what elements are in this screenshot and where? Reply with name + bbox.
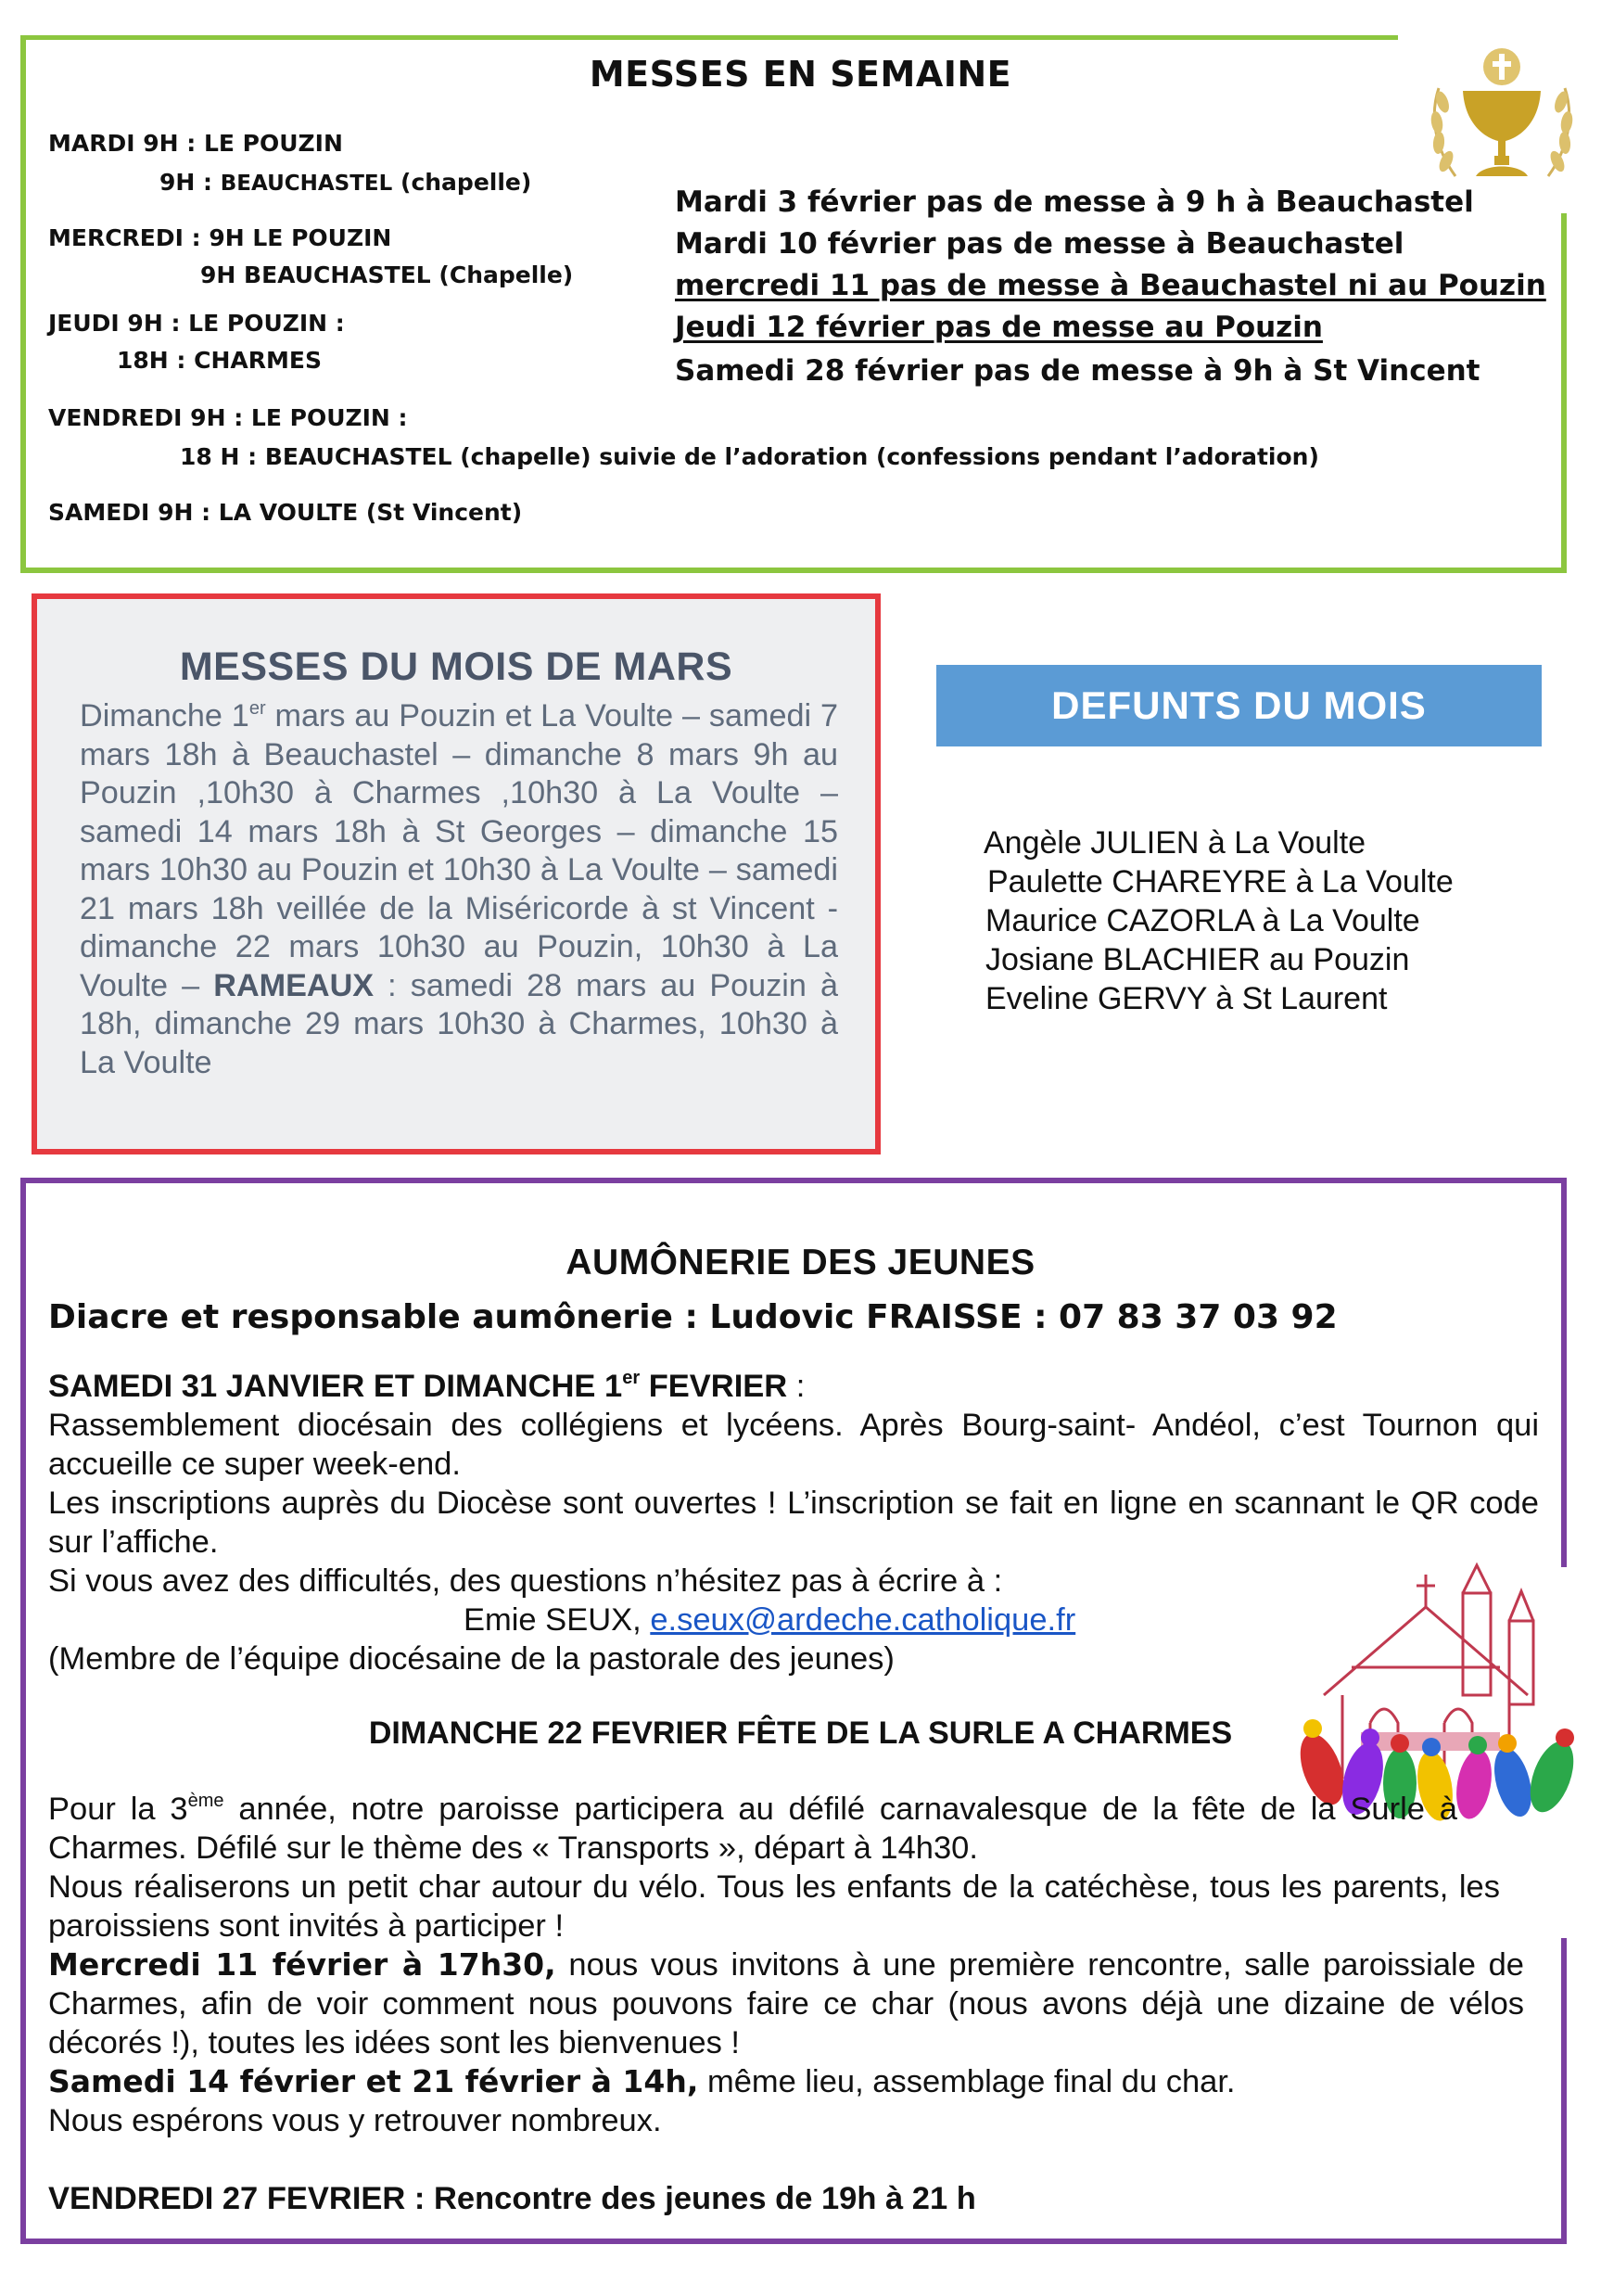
note-1: Mardi 3 février pas de messe à 9 h à Beauchastel — [675, 185, 1474, 219]
deceased-title: DEFUNTS DU MOIS — [936, 665, 1542, 746]
event2-paragraph: Nous espérons vous y retrouver nombreux. — [48, 2103, 662, 2138]
event1-contact — [464, 1601, 1075, 1639]
event1-heading-2: FEVRIER — [640, 1369, 788, 1404]
schedule-tuesday-2-chapel: (chapelle) — [400, 169, 532, 196]
weekday-masses-box — [20, 35, 1567, 573]
event1-heading — [48, 1367, 1539, 1406]
note-2: Mardi 10 février pas de messe à Beauchastel — [675, 227, 1404, 261]
schedule-thursday: JEUDI 9H : LE POUZIN : — [48, 310, 345, 337]
event1-heading-sup: er — [622, 1368, 641, 1388]
schedule-tuesday-2 — [159, 169, 531, 196]
event1-paragraph: Les inscriptions auprès du Diocèse sont ouvertes ! L’inscription se fait en ligne en scannant le QR code sur l’affiche. — [48, 1486, 1539, 1560]
event2-p3-bold: Mercredi 11 février à 17h30, — [48, 1946, 556, 1983]
event2-heading: DIMANCHE 22 FEVRIER FÊTE DE LA SURLE A CHARMES — [368, 1716, 1233, 1751]
deceased-name: Eveline GERVY à St Laurent — [985, 981, 1388, 1016]
schedule-friday: VENDREDI 9H : LE POUZIN : — [48, 404, 408, 431]
event2-p4-bold: Samedi 14 février et 21 février à 14h, — [48, 2063, 699, 2099]
rameaux-label: RAMEAUX — [213, 967, 375, 1003]
contact-name: Emie SEUX, — [464, 1602, 651, 1638]
event3-line: VENDREDI 27 FEVRIER : Rencontre des jeunes de 19h à 21 h — [48, 2181, 976, 2216]
schedule-tuesday-2-time: 9H : — [159, 169, 221, 196]
march-text-sup: er — [248, 698, 266, 719]
note-5: Samedi 28 février pas de messe à 9h à St Vincent — [675, 354, 1480, 388]
deceased-name: Paulette CHAREYRE à La Voulte — [987, 864, 1454, 899]
deceased-name: Maurice CAZORLA à La Voulte — [985, 903, 1420, 938]
contact-email-link[interactable]: e.seux@ardeche.catholique.fr — [650, 1602, 1076, 1638]
schedule-thursday-2: 18H : CHARMES — [117, 347, 322, 374]
march-text-3: : samedi 28 mars au Pouzin à 18h, dimanche 29 mars 10h30 à Charmes, 10h30 à La Voulte — [80, 967, 839, 1080]
event1-paragraph: Si vous avez des difficultés, des questions n’hésitez pas à écrire à : — [48, 1563, 1003, 1599]
note-3: mercredi 11 pas de messe à Beauchastel ni au Pouzin — [675, 269, 1546, 302]
schedule-wednesday: MERCREDI : 9H LE POUZIN — [48, 224, 392, 251]
event1-heading-colon: : — [787, 1369, 806, 1404]
event2-p3-rest: nous vous invitons à une première rencontre, salle paroissiale de Charmes, afin de voir comment nous pouvons faire ce char (nous avons déjà une dizaine de vélos décorés !), toutes les idées sont les bienvenues ! — [48, 1947, 1524, 2060]
event2-paragraph — [48, 1945, 1524, 2062]
schedule-friday-2: 18 H : BEAUCHASTEL (chapelle) suivie de l’adoration (confessions pendant l’adoration) — [180, 443, 1319, 470]
event2-paragraph: Nous réaliserons un petit char autour du vélo. Tous les enfants de la catéchèse, tous les parents, les paroissiens sont invités à participer ! — [48, 1869, 1500, 1944]
youth-chaplaincy-title: AUMÔNERIE DES JEUNES — [565, 1243, 1036, 1282]
event1-paragraph: (Membre de l’équipe diocésaine de la pastorale des jeunes) — [48, 1641, 895, 1677]
schedule-tuesday-2-place: BEAUCHASTEL — [220, 172, 393, 196]
schedule-saturday: SAMEDI 9H : LA VOULTE (St Vincent) — [48, 499, 523, 526]
march-masses-text — [80, 697, 838, 1082]
event2-p4-rest: même lieu, assemblage final du char. — [698, 2064, 1236, 2099]
event2-paragraph — [48, 2062, 1539, 2101]
schedule-tuesday: MARDI 9H : LE POUZIN — [48, 130, 343, 157]
note-4: Jeudi 12 février pas de messe au Pouzin — [675, 311, 1323, 344]
event1-paragraph: Rassemblement diocésain des collégiens et lycéens. Après Bourg-saint- Andéol, c’est Tournon qui accueille ce super week-end. — [48, 1408, 1539, 1482]
schedule-wednesday-2: 9H BEAUCHASTEL (Chapelle) — [200, 261, 574, 288]
march-text-1: Dimanche 1 — [80, 698, 249, 733]
deceased-name: Josiane BLACHIER au Pouzin — [985, 942, 1410, 977]
event2-p1-sup: ème — [187, 1791, 224, 1811]
event2-paragraph — [48, 1790, 1457, 1868]
event1-heading-1: SAMEDI 31 JANVIER ET DIMANCHE 1 — [48, 1369, 623, 1404]
march-masses-title: MESSES DU MOIS DE MARS — [179, 644, 733, 689]
weekday-masses-title: MESSES EN SEMAINE — [589, 54, 1012, 95]
march-text-2: mars au Pouzin et La Voulte – samedi 7 mars 18h à Beauchastel – dimanche 8 mars 9h au Pouzin ,10h30 à Charmes ,10h30 à La Voulte – samedi 14 mars 18h à St Georges – dimanche 15 mars 10h30 au Pouzin et 10h30 à La Voulte – samedi 21 mars 18h veillée de la Miséricorde à st Vincent - dimanche 22 mars 10h30 au Pouzin, 10h30 à La Voulte – — [80, 698, 838, 1003]
event2-p1-b: année, notre paroisse participera au défilé carnavalesque de la fête de la Surle à Charmes. Défilé sur le thème des « Transports », départ à 14h30. — [48, 1792, 1457, 1866]
chaplain-contact: Diacre et responsable aumônerie : Ludovic FRAISSE : 07 83 37 03 92 — [48, 1298, 1338, 1336]
deceased-name: Angèle JULIEN à La Voulte — [984, 825, 1366, 861]
event2-p1-a: Pour la 3 — [48, 1792, 188, 1827]
